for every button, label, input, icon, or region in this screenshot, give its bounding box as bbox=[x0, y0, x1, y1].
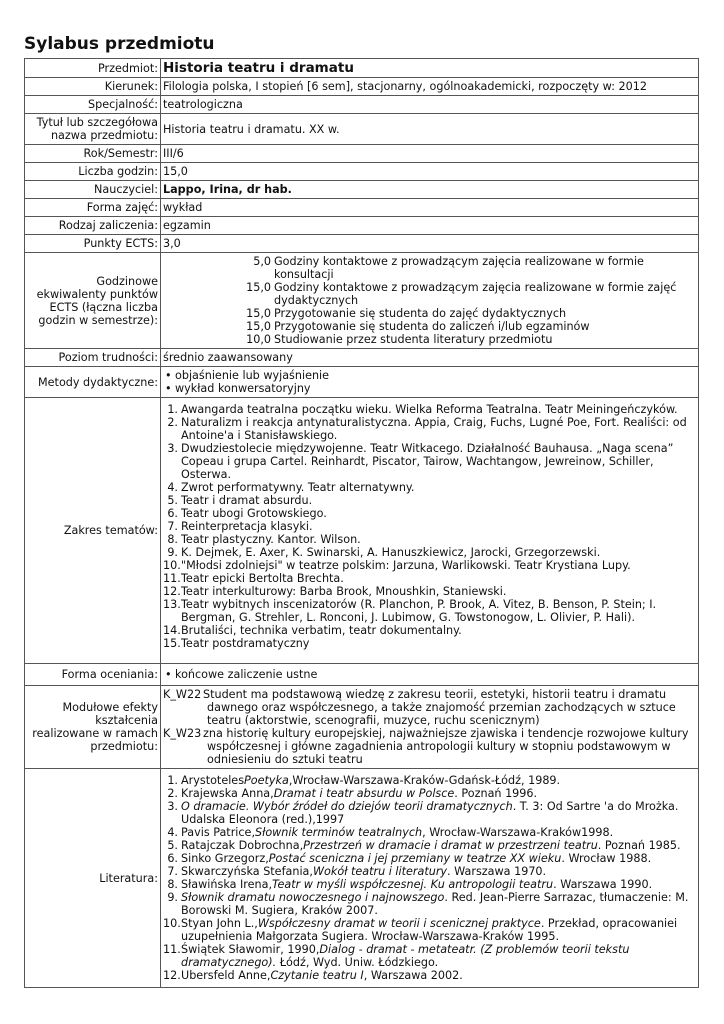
book-author: Arystoteles bbox=[181, 774, 245, 787]
book-details: . Warszawa 1970. bbox=[447, 865, 547, 878]
item-number: 15. bbox=[163, 637, 181, 650]
value-kierunek: Filologia polska, I stopień [6 sem], stacjonarny, ogólnoakademicki, rozpoczęty w: 2012 bbox=[161, 78, 699, 96]
list-item bbox=[163, 878, 696, 891]
value-ects: 3,0 bbox=[161, 235, 699, 253]
book-title: Słownik terminów teatralnych bbox=[255, 826, 423, 839]
book-title: Przestrzeń w dramacie i dramat w przestrzeni teatru bbox=[303, 839, 598, 852]
bibliography-list bbox=[163, 774, 696, 982]
learning-outcome bbox=[163, 727, 696, 766]
item-number: 1. bbox=[167, 403, 178, 416]
row-literatura bbox=[25, 769, 699, 988]
hours-value: 15,0 bbox=[246, 281, 271, 294]
item-number: 8. bbox=[167, 878, 178, 891]
book-details: , Warszawa 2002. bbox=[363, 969, 463, 982]
row-godziny bbox=[25, 163, 699, 181]
list-item bbox=[163, 481, 696, 494]
hours-value: 15,0 bbox=[246, 307, 271, 320]
book-author: Pavis Patrice, bbox=[181, 826, 255, 839]
item-text: Teatr wybitnych inscenizatorów (R. Planchon, P. Brook, A. Vitez, B. Benson, P. Stein; I. Bergman, G. Strehler, L. Ronconi, J. Lubimow, G. Towstonogow, L. Olivier, P. Hali). bbox=[181, 598, 657, 624]
item-text: Teatr ubogi Grotowskiego. bbox=[181, 507, 327, 520]
book-author: Świątek Sławomir, 1990, bbox=[181, 943, 320, 956]
hours-item bbox=[163, 255, 696, 281]
value-przedmiot: Historia teatru i dramatu bbox=[161, 59, 699, 78]
list-item: • wykład konwersatoryjny bbox=[175, 382, 696, 395]
book-author: Skwarczyńska Stefania, bbox=[181, 865, 313, 878]
item-number: 14. bbox=[163, 624, 181, 637]
item-number: 10. bbox=[163, 917, 181, 930]
list-item bbox=[163, 917, 696, 943]
methods-list bbox=[163, 369, 696, 395]
value-poziom: średnio zaawansowany bbox=[161, 349, 699, 367]
value-forma-oceniania bbox=[161, 664, 699, 686]
row-efekty bbox=[25, 686, 699, 769]
hours-item bbox=[163, 281, 696, 307]
value-rodzaj-zaliczenia: egzamin bbox=[161, 217, 699, 235]
book-title: Teatr w myśli współczesnej. Ku antropologii teatru bbox=[272, 878, 554, 891]
list-item: • objaśnienie lub wyjaśnienie bbox=[175, 369, 696, 382]
book-details: . Wrocław 1988. bbox=[561, 852, 652, 865]
row-rok bbox=[25, 145, 699, 163]
label-forma-zajec: Forma zajęć: bbox=[25, 199, 161, 217]
outcome-text: zna historię kultury europejskiej, najważniejsze zjawiska i tendencje rozwojowe kultury bbox=[203, 727, 689, 740]
row-przedmiot bbox=[25, 59, 699, 78]
book-details: , Wrocław-Warszawa-Kraków1998. bbox=[422, 826, 614, 839]
label-nauczyciel: Nauczyciel: bbox=[25, 181, 161, 199]
item-number: 4. bbox=[167, 826, 178, 839]
label-ekwiwalenty: Godzinowe ekwiwalenty punktów ECTS (łączna liczba godzin w semestrze): bbox=[25, 253, 161, 349]
row-nauczyciel bbox=[25, 181, 699, 199]
item-text: Teatr epicki Bertolta Brechta. bbox=[181, 572, 344, 585]
label-tytul: Tytuł lub szczegółowa nazwa przedmiotu: bbox=[25, 114, 161, 145]
assessment-list bbox=[163, 668, 696, 681]
row-ekwiwalenty bbox=[25, 253, 699, 349]
value-ekwiwalenty bbox=[161, 253, 699, 349]
item-number: 10. bbox=[163, 559, 181, 572]
value-tytul: Historia teatru i dramatu. XX w. bbox=[161, 114, 699, 145]
outcome-code: K_W22 bbox=[163, 688, 202, 701]
list-item bbox=[163, 598, 696, 624]
value-metody bbox=[161, 367, 699, 398]
value-literatura bbox=[161, 769, 699, 988]
item-text: Teatr plastyczny. Kantor. Wilson. bbox=[181, 533, 361, 546]
hours-value: 5,0 bbox=[253, 255, 271, 268]
outcome-code: K_W23 bbox=[163, 727, 202, 740]
row-zakres bbox=[25, 398, 699, 664]
hours-value: 10,0 bbox=[246, 333, 271, 346]
label-efekty: Modułowe efekty kształcenia realizowane w ramach przedmiotu: bbox=[25, 686, 161, 769]
value-nauczyciel: Lappo, Irina, dr hab. bbox=[161, 181, 699, 199]
label-ects: Punkty ECTS: bbox=[25, 235, 161, 253]
list-item bbox=[163, 787, 696, 800]
list-item bbox=[163, 403, 696, 416]
label-zakres: Zakres tematów: bbox=[25, 398, 161, 664]
book-details: . Red. Jean-Pierre Sarrazac, tłumaczenie: M. Borowski M. Sugiera, Kraków 2007. bbox=[181, 891, 689, 917]
hours-description: Przygotowanie się studenta do zaliczeń i/lub egzaminów bbox=[274, 320, 590, 333]
list-item bbox=[163, 943, 696, 969]
list-item bbox=[163, 865, 696, 878]
page-title: Sylabus przedmiotu bbox=[24, 34, 215, 54]
hours-description: Godziny kontaktowe z prowadzącym zajęcia realizowane w formie konsultacji bbox=[274, 255, 644, 281]
item-text: Brutaliści, technika verbatim, teatr dokumentalny. bbox=[181, 624, 462, 637]
book-details: . Poznań 1985. bbox=[597, 839, 681, 852]
item-number: 13. bbox=[163, 598, 181, 611]
list-item bbox=[163, 637, 696, 650]
book-title: Współczesny dramat w teorii i scenicznej praktyce bbox=[257, 917, 541, 930]
label-forma-oceniania: Forma oceniania: bbox=[25, 664, 161, 686]
item-number: 3. bbox=[167, 800, 178, 813]
list-item bbox=[163, 624, 696, 637]
book-author: Sławińska Irena, bbox=[181, 878, 273, 891]
label-specjalnosc: Specjalność: bbox=[25, 96, 161, 114]
item-text: "Młodsi zdolniejsi" w teatrze polskim: Jarzuna, Warlikowski. Teatr Krystiana Lupy. bbox=[181, 559, 631, 572]
book-title: Poetyka bbox=[244, 774, 289, 787]
book-title: Postać sceniczna i jej przemiany w teatrze XX wieku bbox=[268, 852, 562, 865]
value-zakres bbox=[161, 398, 699, 664]
item-number: 8. bbox=[167, 533, 178, 546]
value-efekty bbox=[161, 686, 699, 769]
label-literatura: Literatura: bbox=[25, 769, 161, 988]
list-item bbox=[163, 494, 696, 507]
book-details: . Warszawa 1990. bbox=[553, 878, 653, 891]
book-author: Ubersfeld Anne, bbox=[181, 969, 271, 982]
book-details: Łódź, Wyd. Uniw. Łódzkiego. bbox=[276, 956, 439, 969]
list-item bbox=[163, 546, 696, 559]
row-rodzaj-zaliczenia bbox=[25, 217, 699, 235]
outcome-text-cont: współczesnej i główne zagadnienia antropologii kultury w stopniu podstawowym w odniesieniu do sztuki teatru bbox=[207, 740, 671, 766]
book-author: Sinko Grzegorz, bbox=[181, 852, 269, 865]
item-number: 7. bbox=[167, 865, 178, 878]
row-forma-oceniania bbox=[25, 664, 699, 686]
item-text: Zwrot performatywny. Teatr alternatywny. bbox=[181, 481, 415, 494]
book-author: Krajewska Anna, bbox=[181, 787, 274, 800]
book-author: Ratajczak Dobrochna, bbox=[181, 839, 304, 852]
item-text: Dwudziestolecie międzywojenne. Teatr Witkacego. Działalność Bauhausa. „Naga scena” Copeau i grupa Cartel. Reinhardt, Piscator, Tairow, Wachtangow, Jewreinow, Schiller, Osterwa. bbox=[181, 442, 674, 481]
item-number: 11. bbox=[163, 572, 181, 585]
item-number: 12. bbox=[163, 969, 181, 982]
item-text: Teatr postdramatyczny bbox=[181, 637, 310, 650]
list-item bbox=[163, 826, 696, 839]
item-number: 9. bbox=[167, 891, 178, 904]
item-text: Teatr interkulturowy: Barba Brook, Mnoushkin, Staniewski. bbox=[181, 585, 507, 598]
list-item bbox=[163, 891, 696, 917]
list-item bbox=[163, 852, 696, 865]
item-number: 12. bbox=[163, 585, 181, 598]
list-item bbox=[163, 774, 696, 787]
item-number: 6. bbox=[167, 507, 178, 520]
book-title: Słownik dramatu nowoczesnego i najnowszego bbox=[181, 891, 445, 904]
item-number: 1. bbox=[167, 774, 178, 787]
book-title: Czytanie teatru I bbox=[270, 969, 364, 982]
list-item: • końcowe zaliczenie ustne bbox=[175, 668, 696, 681]
label-rodzaj-zaliczenia: Rodzaj zaliczenia: bbox=[25, 217, 161, 235]
label-poziom: Poziom trudności: bbox=[25, 349, 161, 367]
item-number: 2. bbox=[167, 787, 178, 800]
item-number: 5. bbox=[167, 839, 178, 852]
list-item bbox=[163, 572, 696, 585]
list-item bbox=[163, 969, 696, 982]
outcome-text-cont: dawnego oraz współczesnego, a także znajomość przemian zachodzących w sztuce teatru (aktorstwie, scenografii, muzyce, ruchu scenicznym) bbox=[207, 701, 676, 727]
book-details: . Przekład, opracowaniei uzupełnienia Małgorzata Sugiera. Wrocław-Warszawa-Kraków 1995. bbox=[181, 917, 678, 943]
row-specjalnosc bbox=[25, 96, 699, 114]
list-item bbox=[163, 520, 696, 533]
item-number: 11. bbox=[163, 943, 181, 956]
hours-item bbox=[163, 333, 696, 346]
item-number: 2. bbox=[167, 416, 178, 429]
book-title: Wokół teatru i literatury bbox=[312, 865, 448, 878]
label-przedmiot: Przedmiot: bbox=[25, 59, 161, 78]
hours-item bbox=[163, 307, 696, 320]
label-metody: Metody dydaktyczne: bbox=[25, 367, 161, 398]
row-forma-zajec bbox=[25, 199, 699, 217]
row-kierunek bbox=[25, 78, 699, 96]
row-poziom bbox=[25, 349, 699, 367]
value-forma-zajec: wykład bbox=[161, 199, 699, 217]
book-title: Dramat i teatr absurdu w Polsce bbox=[273, 787, 455, 800]
list-item bbox=[163, 585, 696, 598]
row-tytul bbox=[25, 114, 699, 145]
list-item bbox=[163, 800, 696, 826]
item-number: 4. bbox=[167, 481, 178, 494]
syllabus-table bbox=[24, 58, 699, 988]
hours-value: 15,0 bbox=[246, 320, 271, 333]
hours-description: Studiowanie przez studenta literatury przedmiotu bbox=[274, 333, 553, 346]
row-ects bbox=[25, 235, 699, 253]
item-text: K. Dejmek, E. Axer, K. Swinarski, A. Hanuszkiewicz, Jarocki, Grzegorzewski. bbox=[181, 546, 601, 559]
value-specjalnosc: teatrologiczna bbox=[161, 96, 699, 114]
label-godziny: Liczba godzin: bbox=[25, 163, 161, 181]
book-details: ,Wrocław-Warszawa-Kraków-Gdańsk-Łódź, 1989. bbox=[288, 774, 561, 787]
item-number: 5. bbox=[167, 494, 178, 507]
item-number: 7. bbox=[167, 520, 178, 533]
list-item bbox=[163, 839, 696, 852]
hours-item bbox=[163, 320, 696, 333]
topics-list bbox=[163, 403, 696, 650]
label-kierunek: Kierunek: bbox=[25, 78, 161, 96]
item-number: 3. bbox=[167, 442, 178, 455]
item-text: Reinterpretacja klasyki. bbox=[181, 520, 313, 533]
list-item bbox=[163, 416, 696, 442]
row-metody bbox=[25, 367, 699, 398]
hours-description: Przygotowanie się studenta do zajęć dydaktycznych bbox=[274, 307, 567, 320]
book-author: Styan John L., bbox=[181, 917, 258, 930]
book-title: O dramacie. Wybór źródeł do dziejów teorii dramatycznych bbox=[181, 800, 513, 813]
book-details: . T. 3: Od Sartre 'a do Mrożka. Udalska Eleonora (red.),1997 bbox=[181, 800, 679, 826]
label-rok: Rok/Semestr: bbox=[25, 145, 161, 163]
list-item bbox=[163, 559, 696, 572]
item-text: Naturalizm i reakcja antynaturalistyczna. Appia, Craig, Fuchs, Lugné Poe, Fort. Realiści: od Antoine'a i Stanisławskiego. bbox=[181, 416, 687, 442]
learning-outcome bbox=[163, 688, 696, 727]
value-rok: III/6 bbox=[161, 145, 699, 163]
item-number: 6. bbox=[167, 852, 178, 865]
value-godziny: 15,0 bbox=[161, 163, 699, 181]
outcome-text: Student ma podstawową wiedzę z zakresu teorii, estetyki, historii teatru i dramatu bbox=[203, 688, 667, 701]
book-title: Dialog - dramat - metateatr. (Z problemów teorii tekstu dramatycznego). bbox=[181, 943, 630, 969]
book-details: . Poznań 1996. bbox=[454, 787, 538, 800]
list-item bbox=[163, 533, 696, 546]
list-item bbox=[163, 442, 696, 481]
hours-description: Godziny kontaktowe z prowadzącym zajęcia realizowane w formie zajęć dydaktycznych bbox=[274, 281, 677, 307]
list-item bbox=[163, 507, 696, 520]
item-text: Teatr i dramat absurdu. bbox=[181, 494, 313, 507]
item-text: Awangarda teatralna początku wieku. Wielka Reforma Teatralna. Teatr Meiningeńczyków. bbox=[181, 403, 678, 416]
item-number: 9. bbox=[167, 546, 178, 559]
